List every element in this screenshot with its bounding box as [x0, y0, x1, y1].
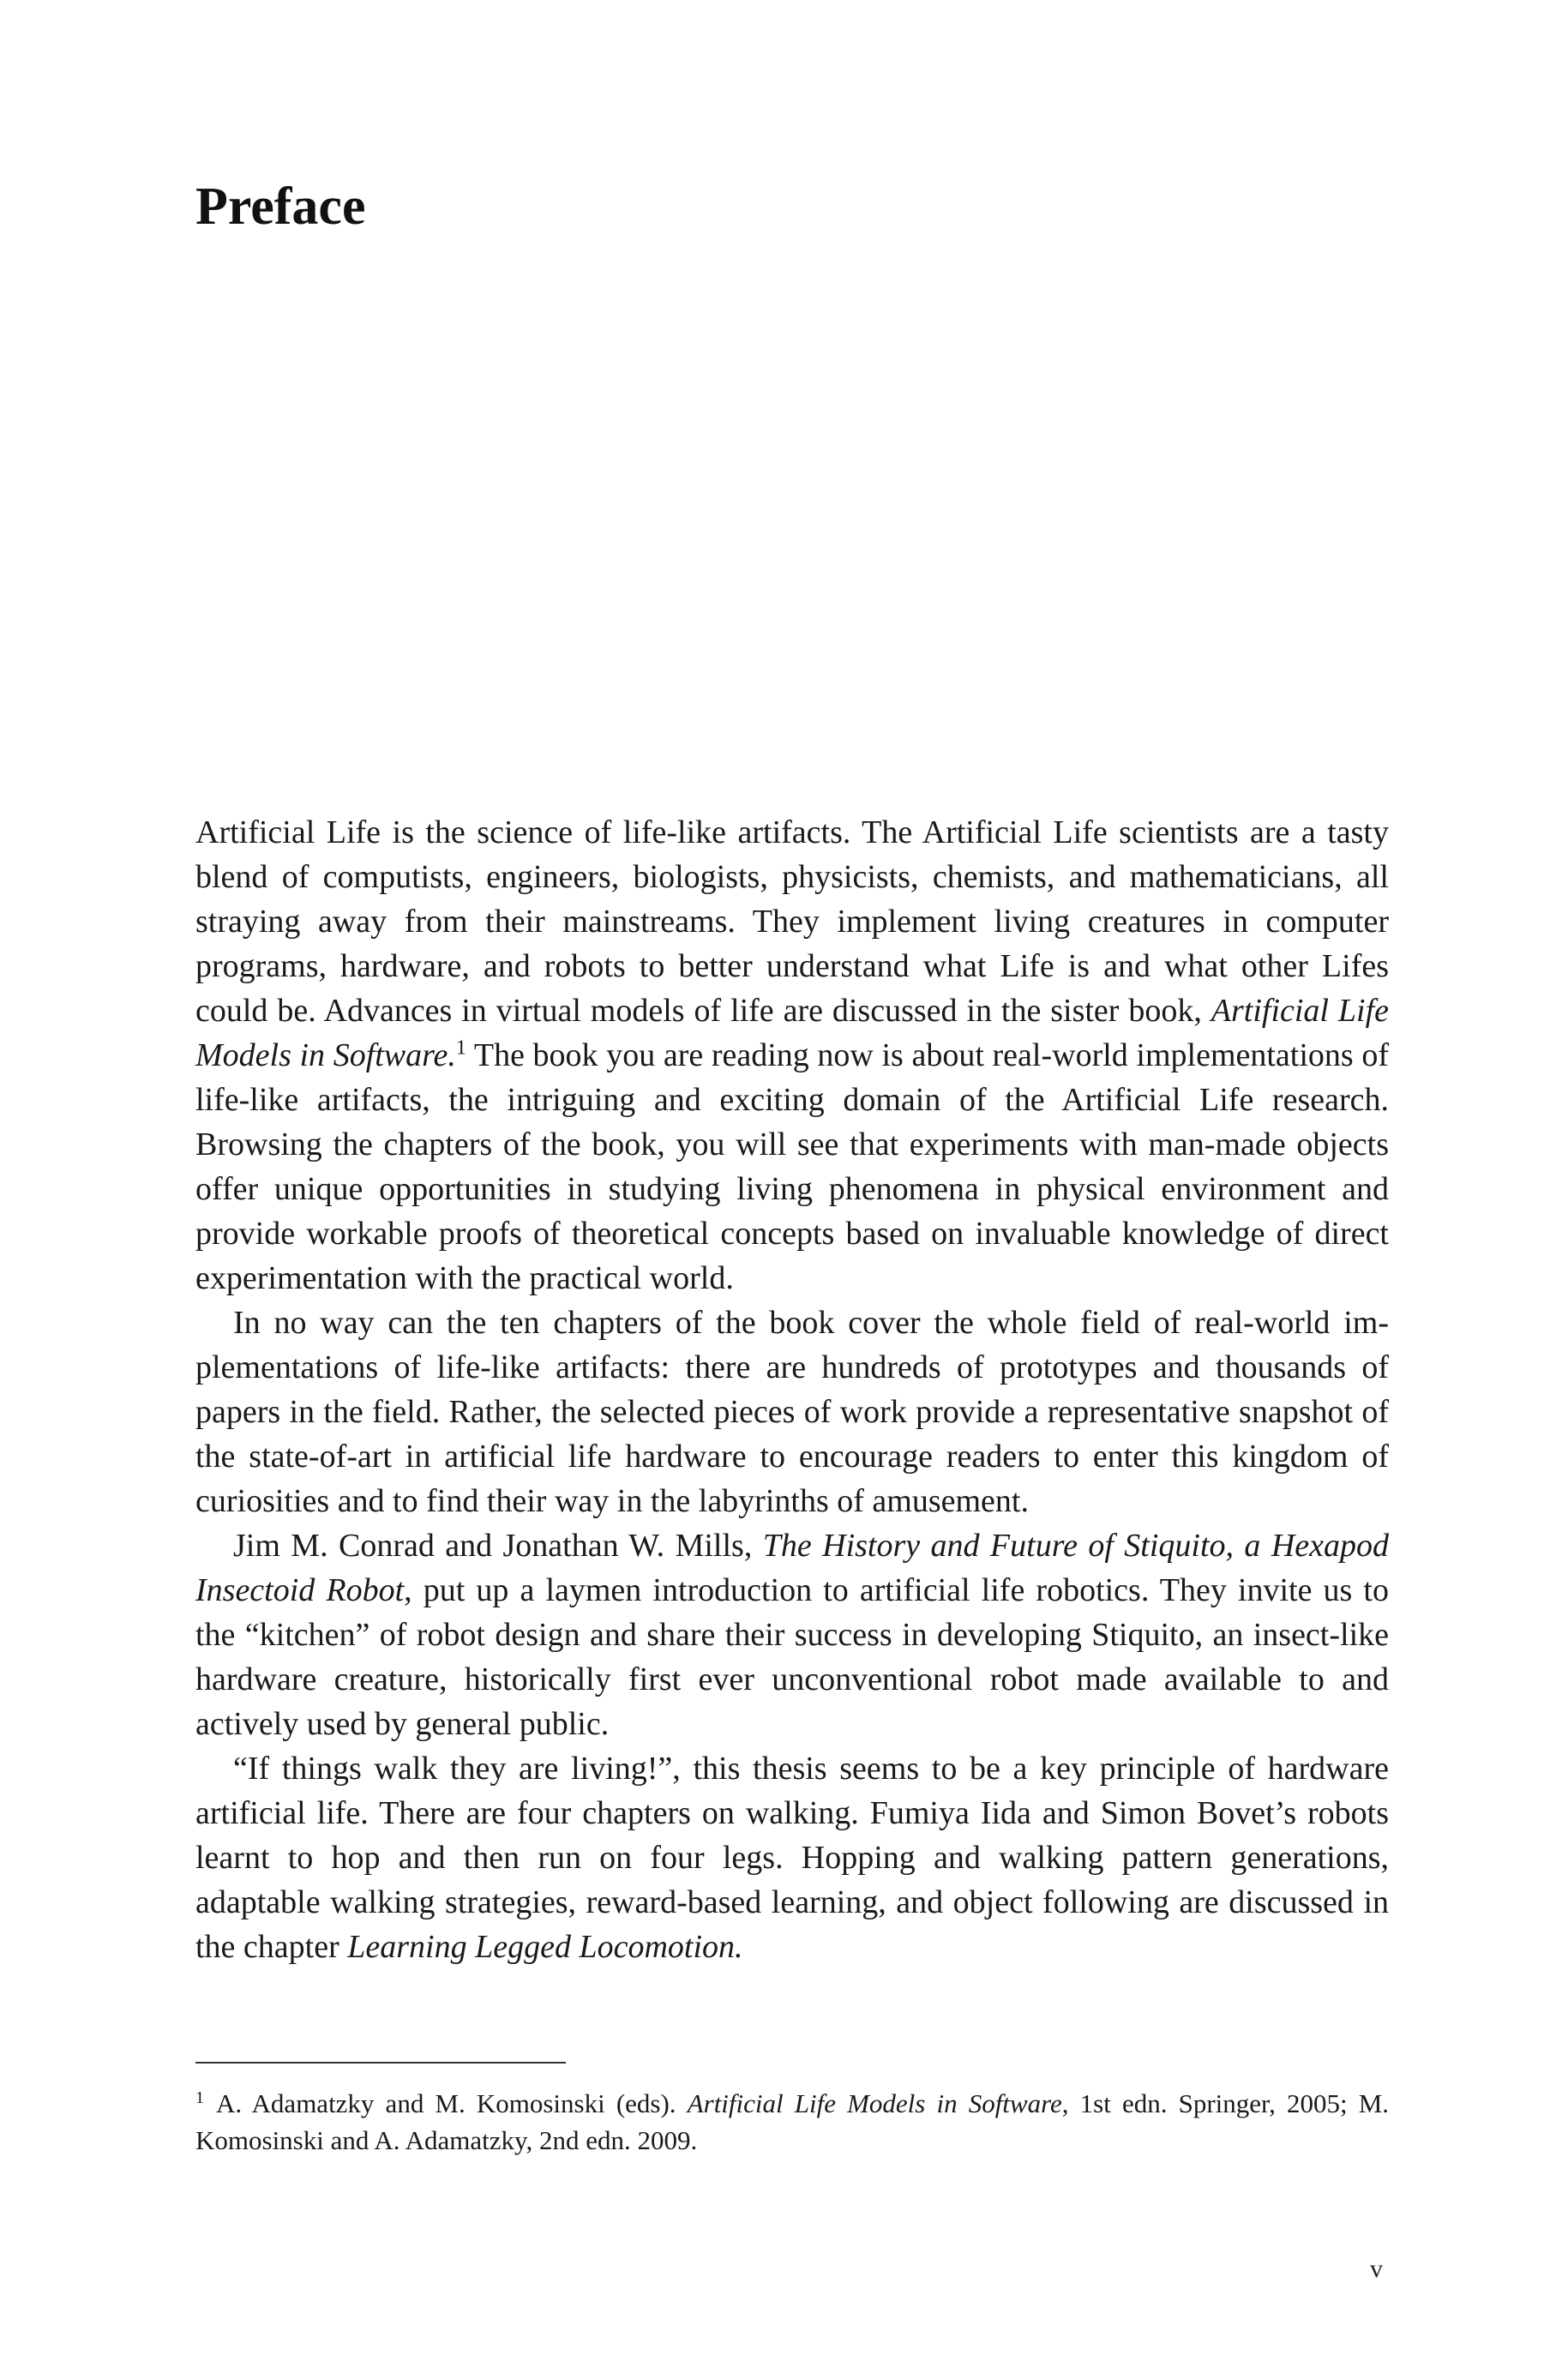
text-run: In no way can the ten chapters of the book cover the whole field of real-world implementations of life-like artifacts: there are hundreds of prototypes and thousands of papers in the field. Rather, the selected pieces of work provide a representative snapshot of the state-of-art in artificial life hardware to encourage readers to enter this kingdom of curiosities and to find their way in the labyrinths of amusement.	[195, 1305, 1389, 1519]
paragraph-3	[195, 1523, 1389, 1746]
paragraph-4	[195, 1746, 1389, 1969]
footnote-marker: 1	[195, 2088, 204, 2107]
page-number: v	[1370, 2255, 1383, 2283]
footnote	[195, 2085, 1389, 2159]
italic-title: Learning Legged Locomotion.	[347, 1929, 743, 1965]
text-run: The book you are reading now is about real-world implementations of life-like artifacts, the intriguing and exciting domain of the Artificial Life research. Browsing the chapters of the book, you will see that experiments with man-made objects offer unique opportunities in studying living phenomena in physical environment and provide workable proofs of theoretical concepts based on invaluable knowledge of direct experimentation with the practical world.	[195, 1037, 1389, 1296]
italic-title: Artificial Life Models in Software.	[195, 993, 1389, 1073]
footnote-reference: 1	[455, 1036, 466, 1060]
text-run: “If things walk they are living!”, this thesis seems to be a key principle of hardware artificial life. There are four chapters on walking. Fumiya Iida and Simon Bovet’s robots learnt to hop and then run on four legs. Hopping and walking pattern generations, adaptable walking strategies, reward-based learning, and object following are discussed in the chapter	[195, 1751, 1389, 1965]
preface-body	[195, 810, 1389, 1969]
text-run: , 1st edn. Springer, 2005; M. Komosinski and A. Adamatzky, 2nd edn. 2009.	[195, 2088, 1390, 2155]
footnote-text	[195, 2088, 1389, 2155]
footnote-divider	[195, 2062, 566, 2064]
italic-title: The History and Future of Stiquito, a Hexapod Insectoid Robot	[195, 1528, 1389, 1608]
paragraph-2	[195, 1301, 1389, 1523]
page-title: Preface	[195, 177, 366, 236]
italic-title: Artificial Life Models in Software	[687, 2088, 1062, 2118]
text-run: Jim M. Conrad and Jonathan W. Mills,	[233, 1528, 763, 1564]
text-run: Artificial Life is the science of life-like artifacts. The Artificial Life scientists are a tasty blend of computists, engineers, biologists, physicists, chemists, and mathematicians, all straying away from their mainstreams. They implement living creatures in computer programs, hardware, and robots to better understand what Life is and what other Lifes could be. Advances in virtual models of life are discussed in the sister book,	[195, 814, 1389, 1029]
paragraph-1	[195, 810, 1389, 1301]
text-run: A. Adamatzky and M. Komosinski (eds).	[216, 2088, 688, 2118]
text-run: , put up a laymen introduction to artificial life robotics. They invite us to the “kitchen” of robot design and share their success in developing Stiquito, an insect-like hardware creature, historically first ever unconventional robot made available to and actively used by general public.	[195, 1572, 1389, 1742]
